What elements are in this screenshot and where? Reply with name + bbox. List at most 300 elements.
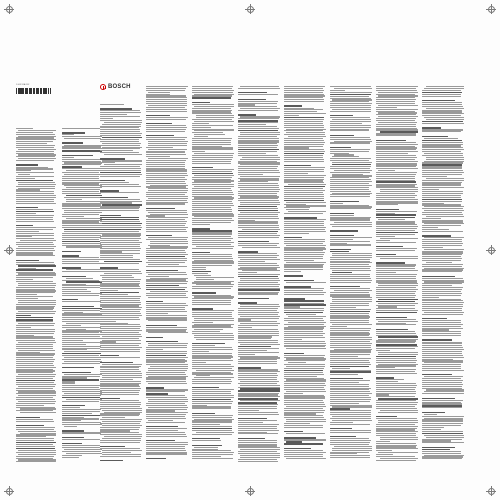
- text-line: [238, 284, 280, 285]
- text-line: [330, 92, 372, 93]
- text-line: [62, 395, 101, 396]
- text-line: [286, 441, 302, 442]
- text-line: [284, 241, 325, 242]
- text-line: [376, 389, 415, 390]
- text-line: [66, 323, 102, 324]
- text-line: [238, 170, 279, 171]
- text-line: [18, 149, 56, 150]
- section-heading-line: [16, 207, 38, 208]
- text-line: [376, 344, 417, 345]
- text-line: [192, 368, 232, 369]
- section-heading-line: [422, 100, 455, 101]
- text-line: [334, 88, 372, 89]
- text-line: [238, 354, 255, 355]
- text-line: [284, 144, 324, 145]
- text-lines: [100, 104, 142, 461]
- section-heading-line: [100, 158, 125, 159]
- section-heading-line: [422, 276, 455, 277]
- section-heading-line: [284, 286, 311, 287]
- text-line: [424, 138, 458, 139]
- section-heading-line: [192, 387, 219, 388]
- text-line: [148, 143, 187, 144]
- text-line: [16, 378, 53, 379]
- text-line: [150, 241, 188, 242]
- text-line: [286, 406, 326, 407]
- text-line: [284, 192, 323, 193]
- text-line: [284, 171, 324, 172]
- text-line: [16, 442, 56, 443]
- paragraph-gap: [330, 426, 372, 428]
- paragraph-gap: [100, 265, 142, 267]
- text-line: [330, 149, 370, 150]
- text-line: [376, 460, 416, 461]
- section-heading-line: [284, 275, 303, 276]
- text-line: [16, 419, 53, 420]
- text-line: [422, 453, 461, 454]
- text-line: [102, 277, 134, 278]
- text-line: [100, 381, 141, 382]
- text-line: [376, 272, 396, 273]
- paragraph-gap: [62, 441, 102, 443]
- section-heading-line: [100, 362, 133, 363]
- text-line: [100, 406, 140, 407]
- section-heading-line: [192, 228, 210, 229]
- text-line: [376, 240, 390, 241]
- text-line: [332, 162, 372, 163]
- paragraph-gap: [100, 188, 142, 190]
- text-line: [376, 360, 417, 361]
- text-line: [100, 313, 141, 314]
- text-line: [330, 307, 356, 308]
- paragraph-gap: [422, 233, 464, 235]
- text-column: [238, 86, 280, 468]
- section-heading-line: [100, 267, 118, 268]
- section-heading-line: [146, 458, 166, 459]
- section-heading-line: [16, 425, 44, 426]
- text-line: [332, 368, 350, 369]
- text-line: [284, 90, 324, 91]
- paragraph-gap: [422, 409, 464, 411]
- text-line: [146, 315, 187, 316]
- text-line: [240, 176, 280, 177]
- text-line: [16, 250, 55, 251]
- text-line: [376, 197, 415, 198]
- text-line: [332, 270, 371, 271]
- text-line: [192, 273, 208, 274]
- text-line: [146, 349, 163, 350]
- text-line: [284, 387, 324, 388]
- text-line: [16, 248, 54, 249]
- text-line: [146, 276, 169, 277]
- text-line: [284, 335, 323, 336]
- section-heading-line: [62, 437, 84, 438]
- text-line: [192, 401, 233, 402]
- text-line: [100, 221, 140, 222]
- text-line: [330, 408, 350, 409]
- text-line: [62, 176, 99, 177]
- text-line: [284, 260, 314, 261]
- text-line: [102, 143, 141, 144]
- registration-mark-bottom-mid-icon: [245, 486, 255, 496]
- text-line: [426, 216, 464, 217]
- text-line: [332, 119, 371, 120]
- text-line: [16, 219, 53, 220]
- text-lines: [284, 86, 326, 459]
- section-heading-line: [62, 267, 81, 268]
- text-line: [238, 312, 279, 313]
- text-line: [238, 426, 277, 427]
- text-line: [240, 388, 280, 389]
- text-line: [102, 336, 142, 337]
- paragraph-gap: [62, 253, 102, 255]
- text-line: [194, 275, 211, 276]
- text-line: [422, 212, 462, 213]
- text-line: [380, 410, 418, 411]
- text-line: [422, 191, 463, 192]
- paragraph-gap: [100, 156, 142, 158]
- text-line: [146, 109, 187, 110]
- text-line: [66, 201, 102, 202]
- text-line: [62, 237, 101, 238]
- text-line: [16, 363, 53, 364]
- text-line: [238, 233, 277, 234]
- text-line: [16, 231, 39, 232]
- section-heading-line: [376, 140, 406, 141]
- section-heading-line: [284, 298, 305, 299]
- text-line: [16, 145, 55, 146]
- text-line: [240, 385, 280, 386]
- text-line: [146, 353, 187, 354]
- text-line: [422, 384, 463, 385]
- paragraph-gap: [100, 194, 142, 196]
- text-line: [16, 382, 54, 383]
- text-line: [146, 256, 185, 257]
- text-line: [376, 441, 390, 442]
- barcode-block: [16, 84, 56, 124]
- text-line: [62, 241, 100, 242]
- text-line: [146, 223, 186, 224]
- text-line: [194, 318, 234, 319]
- text-lines: [330, 86, 372, 458]
- text-line: [62, 451, 101, 452]
- paragraph-gap: [422, 133, 464, 135]
- text-line: [422, 458, 462, 459]
- text-line: [422, 180, 464, 181]
- text-line: [422, 121, 463, 122]
- text-line: [284, 239, 325, 240]
- text-line: [146, 295, 186, 296]
- text-column: [16, 128, 56, 468]
- text-line: [422, 199, 462, 200]
- paragraph-gap: [192, 164, 234, 166]
- text-line: [284, 157, 323, 158]
- text-line: [240, 189, 280, 190]
- text-line: [378, 92, 418, 93]
- text-line: [284, 454, 323, 455]
- section-heading-line: [62, 372, 91, 373]
- text-line: [378, 354, 418, 355]
- text-line: [240, 457, 280, 458]
- paragraph-gap: [284, 215, 326, 217]
- text-line: [240, 259, 280, 260]
- text-line: [422, 355, 463, 356]
- text-line: [192, 209, 232, 210]
- text-line: [62, 379, 99, 380]
- text-line: [288, 322, 326, 323]
- text-line: [16, 448, 55, 449]
- text-line: [330, 311, 370, 312]
- text-line: [16, 452, 56, 453]
- text-line: [146, 200, 187, 201]
- text-line: [376, 456, 415, 457]
- text-line: [284, 225, 324, 226]
- text-line: [376, 362, 416, 363]
- text-line: [146, 164, 185, 165]
- section-heading-line: [100, 190, 119, 191]
- text-line: [376, 278, 416, 279]
- text-line: [422, 218, 441, 219]
- text-line: [146, 210, 187, 211]
- text-line: [238, 210, 278, 211]
- text-line: [104, 261, 142, 262]
- text-line: [376, 406, 415, 407]
- text-line: [330, 268, 370, 269]
- text-line: [66, 218, 102, 219]
- text-line: [284, 368, 324, 369]
- text-line: [422, 357, 464, 358]
- text-line: [238, 461, 278, 462]
- barcode-label: 1 609 92A 0XX: [16, 84, 30, 86]
- text-line: [284, 119, 324, 120]
- paragraph-gap: [238, 300, 280, 302]
- text-line: [334, 170, 372, 171]
- text-line: [148, 260, 187, 261]
- text-line: [102, 421, 141, 422]
- text-line: [376, 408, 417, 409]
- text-line: [100, 404, 141, 405]
- text-line: [330, 401, 370, 402]
- text-line: [62, 233, 101, 234]
- text-line: [62, 239, 99, 240]
- text-line: [376, 144, 418, 145]
- text-line: [238, 352, 279, 353]
- section-heading-line: [192, 252, 210, 253]
- text-line: [284, 125, 324, 126]
- text-line: [422, 416, 464, 417]
- text-line: [102, 452, 131, 453]
- paragraph-gap: [238, 90, 280, 92]
- text-line: [284, 86, 325, 87]
- text-line: [422, 94, 461, 95]
- text-line: [284, 312, 323, 313]
- text-line: [422, 243, 463, 244]
- text-line: [426, 157, 464, 158]
- text-line: [16, 344, 53, 345]
- text-line: [192, 399, 231, 400]
- paragraph-gap: [422, 372, 464, 374]
- text-line: [18, 386, 55, 387]
- section-heading-line: [376, 377, 394, 378]
- text-line: [16, 180, 53, 181]
- text-line: [376, 88, 416, 89]
- text-line: [422, 90, 461, 91]
- text-line: [330, 172, 370, 173]
- text-line: [192, 333, 233, 334]
- text-line: [192, 157, 233, 158]
- section-heading-line: [376, 262, 405, 263]
- section-heading-line: [62, 255, 79, 256]
- text-line: [62, 321, 102, 322]
- text-line: [332, 448, 372, 449]
- paragraph-gap: [62, 297, 102, 299]
- text-line: [62, 359, 101, 360]
- text-line: [146, 177, 185, 178]
- text-line: [376, 248, 417, 249]
- text-line: [378, 219, 405, 220]
- paragraph-gap: [376, 137, 418, 139]
- text-line: [100, 120, 142, 121]
- text-line: [62, 310, 100, 311]
- text-line: [238, 453, 280, 454]
- text-line: [238, 459, 277, 460]
- paragraph-gap: [192, 249, 234, 251]
- paragraph-gap: [330, 144, 372, 146]
- text-line: [66, 278, 93, 279]
- text-line: [192, 171, 232, 172]
- text-line: [62, 411, 100, 412]
- text-line: [332, 255, 372, 256]
- text-line: [238, 218, 279, 219]
- text-line: [238, 327, 252, 328]
- paragraph-gap: [62, 303, 102, 305]
- text-line: [288, 136, 326, 137]
- section-heading-line: [330, 428, 352, 429]
- text-line: [192, 138, 232, 139]
- text-line: [192, 97, 231, 98]
- text-line: [148, 92, 170, 93]
- text-line: [146, 147, 173, 148]
- section-heading-line: [146, 115, 170, 116]
- text-line: [422, 431, 463, 432]
- text-line: [100, 275, 132, 276]
- text-column: [192, 86, 234, 468]
- text-line: [422, 247, 443, 248]
- text-line: [16, 209, 53, 210]
- paragraph-gap: [62, 248, 102, 250]
- text-line: [146, 227, 188, 228]
- text-line: [376, 214, 416, 215]
- text-line: [240, 316, 280, 317]
- registration-mark-top-left-icon: [4, 4, 14, 14]
- text-line: [238, 149, 279, 150]
- text-line: [100, 317, 139, 318]
- text-line: [376, 232, 418, 233]
- text-line: [100, 174, 142, 175]
- text-line: [146, 103, 187, 104]
- text-line: [422, 324, 463, 325]
- text-line: [16, 227, 56, 228]
- paragraph-gap: [238, 239, 280, 241]
- paragraph-gap: [376, 243, 418, 245]
- text-line: [376, 157, 417, 158]
- text-line: [330, 90, 345, 91]
- section-heading-line: [192, 167, 213, 168]
- text-line: [422, 260, 461, 261]
- text-line: [376, 333, 416, 334]
- text-line: [330, 121, 371, 122]
- text-line: [16, 304, 56, 305]
- paragraph-gap: [146, 299, 188, 301]
- text-line: [284, 173, 308, 174]
- section-heading-line: [192, 343, 225, 344]
- text-line: [284, 231, 326, 232]
- text-line: [62, 389, 100, 390]
- text-line: [100, 231, 139, 232]
- text-line: [286, 391, 326, 392]
- text-line: [380, 131, 418, 132]
- paragraph-gap: [146, 322, 188, 324]
- text-line: [192, 242, 234, 243]
- text-line: [16, 128, 33, 129]
- paragraph-gap: [238, 295, 280, 297]
- text-line: [334, 446, 372, 447]
- text-line: [16, 201, 54, 202]
- text-line: [238, 216, 278, 217]
- text-line: [284, 243, 323, 244]
- section-heading-line: [16, 417, 40, 418]
- text-line: [422, 193, 463, 194]
- text-line: [146, 405, 187, 406]
- text-line: [238, 245, 277, 246]
- text-line: [330, 328, 371, 329]
- text-line: [422, 174, 462, 175]
- text-line: [376, 181, 416, 182]
- text-line: [18, 450, 56, 451]
- text-line: [240, 204, 280, 205]
- text-line: [332, 164, 371, 165]
- text-line: [380, 458, 418, 459]
- text-line: [102, 330, 142, 331]
- text-line: [238, 333, 279, 334]
- paragraph-gap: [146, 112, 188, 114]
- text-line: [330, 203, 343, 204]
- text-line: [238, 263, 277, 264]
- registration-mark-bottom-right-icon: [486, 486, 496, 496]
- text-line: [284, 320, 324, 321]
- text-line: [284, 410, 325, 411]
- text-line: [100, 315, 142, 316]
- text-line: [284, 177, 324, 178]
- text-line: [194, 447, 218, 448]
- text-line: [62, 157, 74, 158]
- text-line: [284, 425, 323, 426]
- paragraph-gap: [192, 385, 234, 387]
- paragraph-gap: [330, 198, 372, 200]
- text-line: [16, 244, 54, 245]
- text-line: [330, 360, 369, 361]
- text-line: [376, 297, 415, 298]
- text-line: [102, 223, 142, 224]
- paragraph-gap: [62, 365, 102, 367]
- text-line: [426, 437, 464, 438]
- text-line: [376, 103, 415, 104]
- text-line: [66, 199, 82, 200]
- paragraph-gap: [192, 99, 234, 101]
- text-line: [330, 215, 354, 216]
- text-line: [192, 364, 231, 365]
- text-line: [16, 399, 55, 400]
- text-line: [62, 150, 102, 151]
